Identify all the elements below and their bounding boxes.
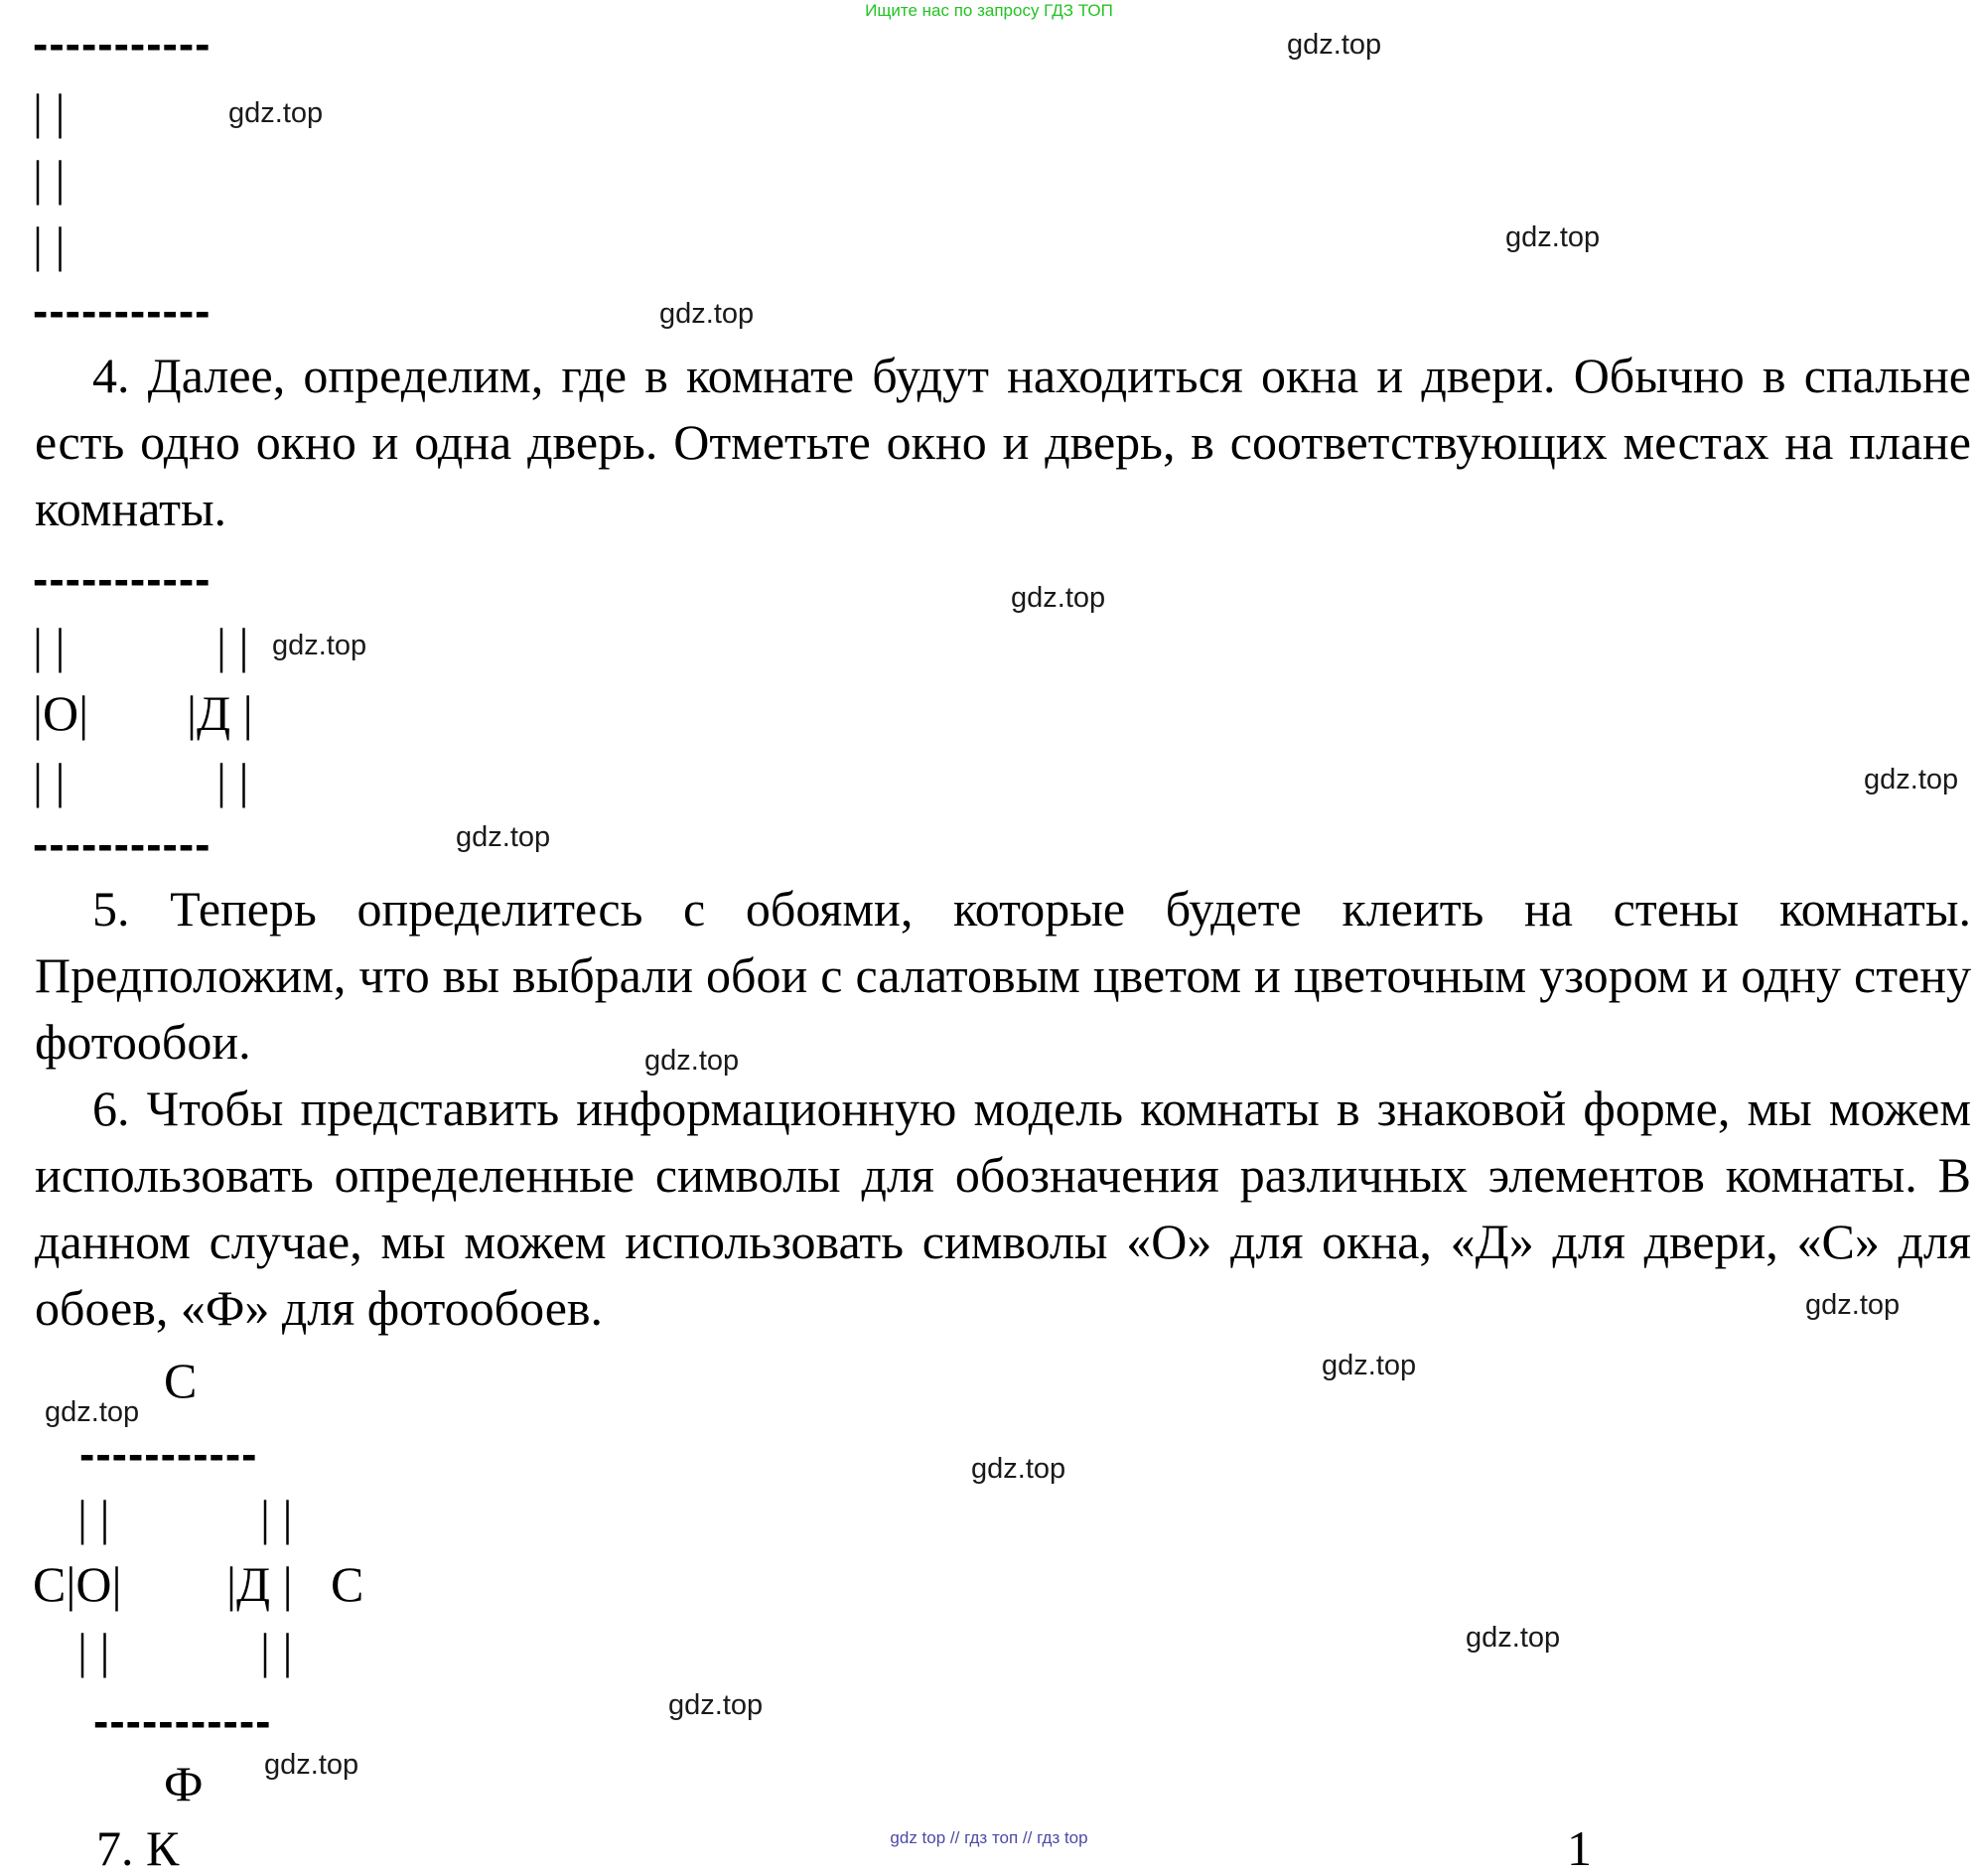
paragraph-step-4 bbox=[35, 343, 1971, 542]
diagram2-row2-right: |Д | bbox=[187, 685, 253, 741]
top-banner: Ищите нас по запросу ГДЗ ТОП bbox=[865, 1, 1113, 20]
diagram3-row2-left: С|О| bbox=[33, 1556, 122, 1612]
watermark: gdz.top bbox=[1011, 582, 1106, 614]
diagram3-row3-right: | | bbox=[260, 1623, 293, 1678]
diagram3-row3-left: | | bbox=[77, 1623, 110, 1678]
watermark: gdz.top bbox=[659, 298, 755, 330]
watermark: gdz.top bbox=[1322, 1350, 1417, 1381]
diagram2-row3-left: | | bbox=[33, 753, 66, 808]
watermark: gdz.top bbox=[1466, 1622, 1561, 1654]
diagram1-row2: | | bbox=[33, 150, 66, 206]
footer-banner: gdz top // гдз топ // гдз top bbox=[890, 1828, 1088, 1847]
paragraph-step-6 bbox=[35, 1076, 1971, 1342]
watermark: gdz.top bbox=[45, 1396, 140, 1428]
watermark: gdz.top bbox=[668, 1689, 764, 1721]
watermark: gdz.top bbox=[228, 97, 324, 129]
diagram3-row2-far-right: С bbox=[331, 1556, 364, 1612]
watermark: gdz.top bbox=[1505, 221, 1601, 253]
watermark: gdz.top bbox=[272, 630, 367, 661]
cut-off-next-line-left: 7. К bbox=[96, 1820, 180, 1876]
diagram2-row2-left: |О| bbox=[33, 685, 89, 741]
diagram2-bottom-line: ----------- bbox=[33, 818, 212, 870]
watermark: gdz.top bbox=[1864, 764, 1959, 795]
diagram3-top-label: С bbox=[164, 1353, 198, 1408]
cut-off-next-line-right: 1 bbox=[1567, 1820, 1592, 1876]
diagram3-bottom-line: ----------- bbox=[93, 1695, 272, 1747]
diagram3-top-line: ----------- bbox=[79, 1428, 258, 1480]
diagram2-top-line: ----------- bbox=[33, 553, 212, 605]
diagram3-bottom-label: Ф bbox=[164, 1756, 204, 1811]
watermark: gdz.top bbox=[971, 1453, 1066, 1485]
watermark: gdz.top bbox=[264, 1749, 359, 1781]
diagram1-row1: | | bbox=[33, 83, 66, 139]
diagram2-row1-right: | | bbox=[216, 618, 249, 673]
diagram3-row2-right: |Д | bbox=[226, 1556, 293, 1612]
watermark: gdz.top bbox=[1287, 29, 1382, 61]
paragraph-step-5 bbox=[35, 876, 1971, 1076]
diagram1-row3: | | bbox=[33, 216, 66, 272]
diagram3-row1-left: | | bbox=[77, 1490, 110, 1545]
diagram3-row1-right: | | bbox=[260, 1490, 293, 1545]
diagram2-row1-left: | | bbox=[33, 618, 66, 673]
paragraph-step-6-text: 6. Чтобы представить информационную модель комнаты в знаковой форме, мы можем использовать определенные символы для обозначения различных элементов комнаты. В данном случае, мы можем использовать символы «О» для окна, «Д» для двери, «С» для обоев, «Ф» для фотообоев. bbox=[35, 1081, 1971, 1336]
watermark: gdz.top bbox=[456, 821, 551, 853]
diagram1-top-line: ----------- bbox=[33, 18, 212, 70]
watermark: gdz.top bbox=[644, 1045, 740, 1077]
diagram1-bottom-line: ----------- bbox=[33, 285, 212, 337]
paragraph-step-5-text: 5. Теперь определитесь с обоями, которые будете клеить на стены комнаты. Предположим, что вы выбрали обои с салатовым цветом и цветочным узором и одну стену фотообои. bbox=[35, 881, 1971, 1070]
watermark: gdz.top bbox=[1805, 1289, 1901, 1321]
diagram2-row3-right: | | bbox=[216, 753, 249, 808]
paragraph-step-4-text: 4. Далее, определим, где в комнате будут находиться окна и двери. Обычно в спальне есть одно окно и одна дверь. Отметьте окно и дверь, в соответствующих местах на плане комнаты. bbox=[35, 348, 1971, 536]
